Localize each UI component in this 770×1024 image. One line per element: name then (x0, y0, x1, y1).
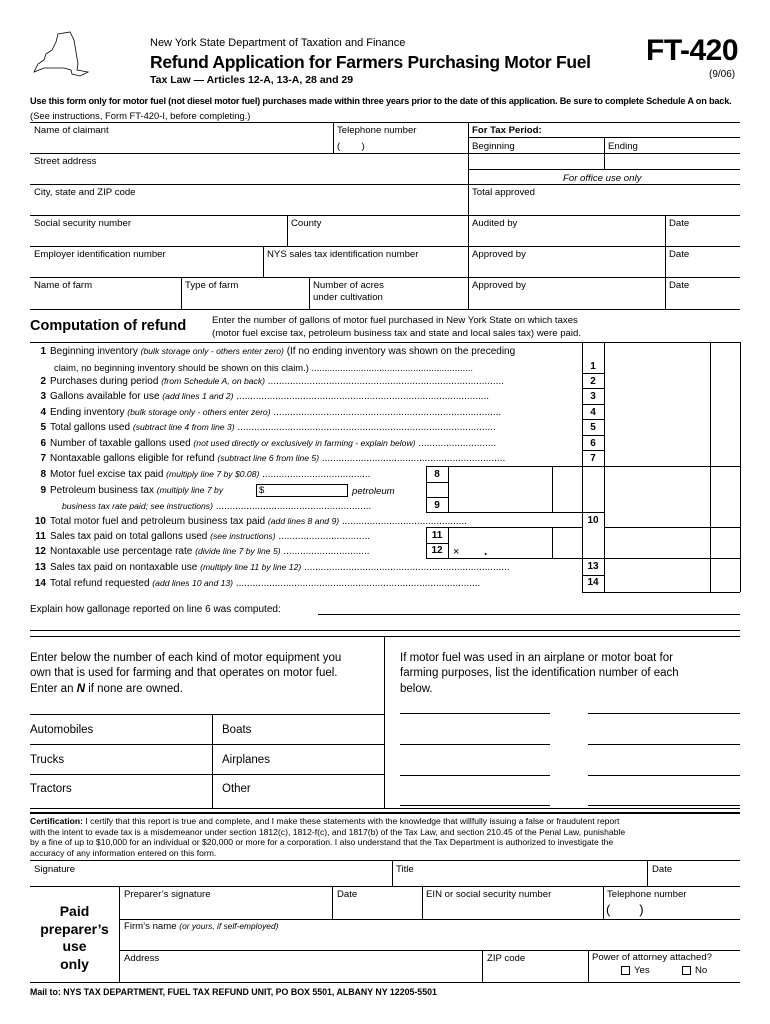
poa-yes-label: Yes (634, 965, 650, 976)
computation-heading: Computation of refund (30, 318, 187, 334)
aircraft-intro-3: below. (400, 683, 433, 695)
approved-label: Approved by (472, 280, 526, 291)
city-label: City, state and ZIP code (34, 187, 136, 198)
equipment-intro-3: Enter an N if none are owned. (30, 683, 183, 695)
aircraft-intro-1: If motor fuel was used in an airplane or motor boat for (400, 652, 673, 664)
ein-label: Employer identification number (34, 249, 166, 260)
zip-label: ZIP code (487, 953, 526, 964)
preparer-phone-label: Telephone number (607, 889, 687, 900)
box-2: 2 (590, 376, 596, 387)
form-title: Refund Application for Farmers Purchasing Motor Fuel (150, 52, 591, 72)
agency-name: New York State Department of Taxation and Finance (150, 37, 406, 49)
petroleum-label: petroleum (352, 486, 395, 497)
acres-label-2: under cultivation (313, 292, 383, 303)
farm-type-label: Type of farm (185, 280, 239, 291)
dollar-sign: $ (259, 485, 265, 496)
equipment-intro-1: Enter below the number of each kind of motor equipment you (30, 652, 342, 664)
box-6: 6 (590, 438, 596, 449)
computation-intro-2: (motor fuel excise tax, petroleum business tax and state and local sales tax) were paid. (212, 328, 582, 339)
title-label: Title (396, 864, 414, 875)
line-12: 12 Nontaxable use percentage rate (divide line 7 by line 5) ............................... (34, 546, 370, 557)
certification-text: Certification: I certify that this report is true and complete, and I make these statements with the knowledge that willfully issuing a false or fraudulent report with the intent to evade tax is a misdemeanor under section 1812(c), 1812-f(c), and 1817(b) of the Tax Law, and section 210.45 of the Penal Law, punishable by a fine of up to $10,000 for an individual or $20,000 or more for a corporation. I also understand that the Tax Department is authorized to investigate the accuracy of any information entered on this form. (30, 816, 626, 858)
equipment-tractors: Tractors (30, 783, 72, 795)
farm-name-label: Name of farm (34, 280, 93, 291)
cert-date-label: Date (652, 864, 673, 875)
equipment-airplanes: Airplanes (222, 754, 270, 766)
line-1-cont: claim, no beginning inventory should be shown on this claim.) .............................................................. (54, 362, 473, 373)
preparer-ein-label: EIN or social security number (426, 889, 552, 900)
box-14: 14 (587, 577, 599, 588)
preparer-phone-parens: ( ) (606, 902, 644, 917)
ssn-label: Social security number (34, 218, 132, 229)
line-9: 9 Petroleum business tax (multiply line 7 by (40, 485, 224, 496)
mailing-address: Mail to: NYS TAX DEPARTMENT, FUEL TAX REFUND UNIT, PO BOX 5501, ALBANY NY 12205-5501 (30, 987, 437, 997)
paid-preparer-side-label: Paid preparer’s use only (40, 903, 109, 972)
date-label: Date (669, 280, 690, 291)
line-4: 4 Ending inventory (bulk storage only - others enter zero) .................................................................................. (40, 407, 502, 418)
claimant-name-label: Name of claimant (34, 125, 109, 136)
beginning-label: Beginning (472, 141, 515, 152)
line-11: 11 Sales tax paid on total gallons used (see instructions) ................................. (35, 531, 371, 542)
form-revision: (9/06) (709, 69, 736, 80)
box-12: 12 (431, 545, 443, 556)
equipment-intro-2: own that is used for farming and that operates on motor fuel. (30, 667, 338, 679)
box-10: 10 (587, 515, 599, 526)
equipment-trucks: Trucks (30, 754, 65, 766)
street-label: Street address (34, 156, 97, 167)
line-8: 8 Motor fuel excise tax paid (multiply line 7 by $0.08) ....................................... (40, 469, 371, 480)
box-13: 13 (587, 561, 599, 572)
computation-intro-1: Enter the number of gallons of motor fuel purchased in New York State on which taxes (212, 315, 578, 326)
line-6: 6 Number of taxable gallons used (not used directly or exclusively in farming - explain below) ............................ (40, 438, 497, 449)
box-11: 11 (431, 530, 443, 541)
poa-no-label: No (695, 965, 708, 976)
total-approved-label: Total approved (472, 187, 535, 198)
address-label: Address (124, 953, 160, 964)
explain-label: Explain how gallonage reported on line 6 was computed: (30, 604, 281, 615)
poa-label: Power of attorney attached? (592, 952, 712, 963)
box-7: 7 (590, 453, 596, 464)
preparer-signature-label: Preparer’s signature (124, 889, 211, 900)
office-use-label: For office use only (563, 173, 642, 184)
line-1: 1 Beginning inventory (bulk storage only - others enter zero) (If no ending inventory was shown on the preceding (40, 346, 516, 357)
county-label: County (291, 218, 322, 229)
box-4: 4 (590, 407, 596, 418)
tax-period-label: For Tax Period: (472, 125, 542, 136)
box-8: 8 (434, 469, 440, 480)
nys-id-label: NYS sales tax identification number (267, 249, 419, 260)
line-3: 3 Gallons available for use (add lines 1 and 2) ........................................................................................... (40, 391, 490, 402)
instructions-line1: Use this form only for motor fuel (not diesel motor fuel) purchases made within three years prior to the date of this application. Be sure to complete Schedule A on back. (30, 96, 732, 106)
aircraft-intro-2: farming purposes, list the identification number of each (400, 667, 679, 679)
preparer-date-label: Date (337, 889, 358, 900)
acres-label: Number of acres (313, 280, 384, 291)
times-symbol: × (453, 546, 460, 558)
line-14: 14 Total refund requested (add lines 10 and 13) ........................................................................................ (34, 578, 481, 589)
audited-label: Audited by (472, 218, 518, 229)
equipment-boats: Boats (222, 724, 252, 736)
approved-label: Approved by (472, 249, 526, 260)
line-13: 13 Sales tax paid on nontaxable use (multiply line 11 by line 12) .......................................................................... (34, 562, 510, 573)
box-1: 1 (590, 361, 596, 372)
poa-no-checkbox[interactable] (682, 966, 691, 975)
date-label: Date (669, 249, 690, 260)
form-subtitle: Tax Law — Articles 12-A, 13-A, 28 and 29 (150, 74, 354, 86)
equipment-automobiles: Automobiles (30, 724, 94, 736)
ny-state-outline-icon (30, 30, 92, 80)
poa-yes-checkbox[interactable] (621, 966, 630, 975)
line-9-cont: business tax rate paid; see instructions) ........................................................ (62, 501, 372, 512)
date-label: Date (669, 218, 690, 229)
line-5: 5 Total gallons used (subtract line 4 from line 3) ............................................................................................. (40, 422, 496, 433)
line-2: 2 Purchases during period (from Schedule A, on back) ..................................................................................... (40, 376, 504, 387)
box-3: 3 (590, 391, 596, 402)
telephone-parens: ( ) (337, 141, 365, 152)
box-9: 9 (434, 500, 440, 511)
equipment-other: Other (222, 783, 251, 795)
firm-name-label: Firm’s name (or yours, if self-employed) (124, 921, 279, 932)
decimal-point: . (484, 544, 488, 558)
telephone-label: Telephone number (337, 125, 417, 136)
line-7: 7 Nontaxable gallons eligible for refund (subtract line 6 from line 5) .................................................................. (40, 453, 506, 464)
signature-label: Signature (34, 864, 76, 875)
form-number: FT-420 (646, 34, 739, 67)
line-10: 10 Total motor fuel and petroleum business tax paid (add lines 8 and 9) ............................................. (34, 516, 467, 527)
instructions-line2: (See instructions, Form FT-420-I, before completing.) (30, 110, 251, 121)
box-5: 5 (590, 422, 596, 433)
ending-label: Ending (608, 141, 638, 152)
